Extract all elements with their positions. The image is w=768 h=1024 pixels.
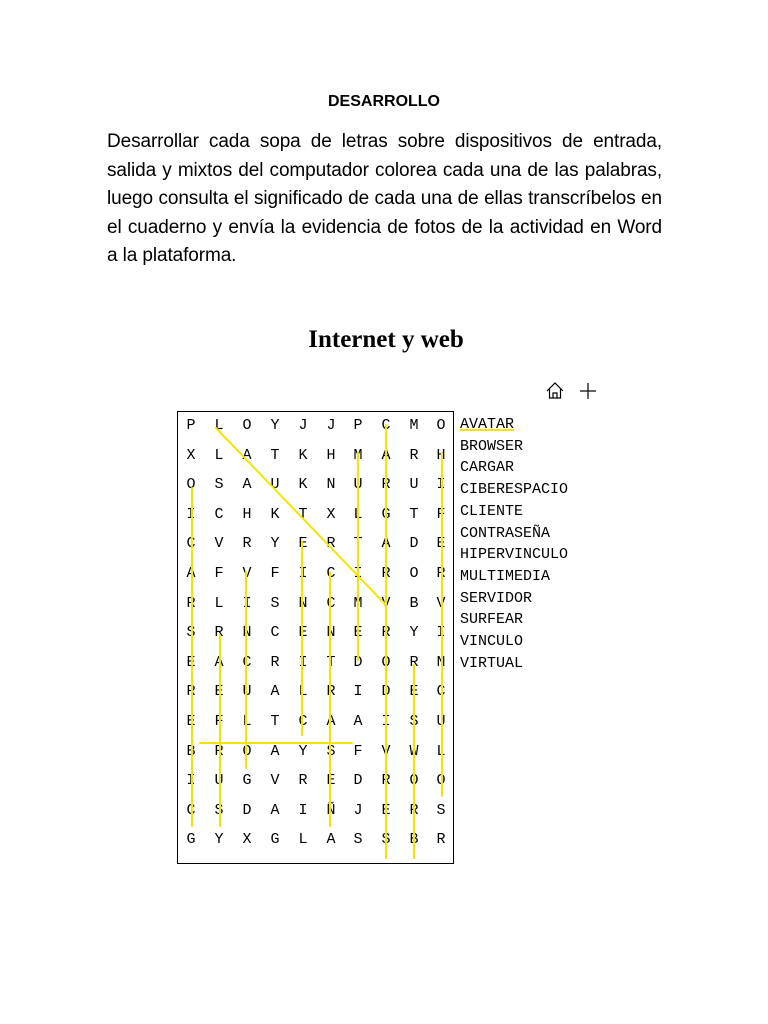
grid-cell: B: [409, 594, 419, 612]
grid-cell: I: [186, 772, 196, 790]
home-icon[interactable]: [547, 383, 563, 398]
grid-cell: R: [326, 535, 336, 553]
grid-cell: Y: [270, 417, 280, 434]
grid-cell: R: [409, 446, 419, 464]
grid-cell: F: [436, 505, 446, 523]
grid-cell: A: [381, 446, 391, 464]
grid-cell: E: [353, 624, 363, 642]
grid-cell: Y: [298, 742, 308, 760]
grid-cell: C: [381, 417, 391, 434]
grid-cell: U: [270, 476, 280, 494]
grid-cell: R: [381, 476, 391, 494]
grid-cell: Y: [270, 535, 280, 553]
grid-cell: N: [326, 476, 336, 494]
grid-cell: C: [270, 624, 280, 642]
grid-cell: V: [381, 742, 391, 760]
grid-cell: L: [242, 713, 252, 730]
grid-cell: V: [214, 535, 224, 553]
grid-cell: C: [326, 565, 336, 582]
grid-cell: A: [326, 831, 336, 849]
grid-cell: E: [298, 624, 308, 642]
grid-cell: J: [353, 801, 363, 819]
grid-cell: G: [186, 831, 196, 849]
grid-cell: R: [270, 653, 280, 671]
word-list-item: VIRTUAL: [460, 654, 524, 672]
grid-cell: A: [326, 713, 336, 730]
grid-cell: A: [270, 742, 280, 760]
grid-cell: A: [186, 565, 196, 582]
grid-cell: C: [326, 594, 336, 612]
instructions-text: Desarrollar cada sopa de letras sobre dispositivos de entrada, salida y mixtos del computador colorea cada una de las palabras, luego consulta el significado de cada una de ellas transcríbelos en el cuaderno y envía la evidencia de fotos de la actividad en Word a la plataforma.: [107, 131, 662, 266]
grid-cell: D: [409, 535, 419, 553]
grid-cell: V: [381, 594, 391, 612]
grid-cell: E: [436, 535, 446, 553]
grid-cell: S: [409, 713, 419, 730]
grid-cell: R: [409, 653, 419, 671]
toolbar: [545, 378, 605, 404]
grid-cell: R: [186, 683, 196, 701]
grid-cell: E: [186, 713, 196, 730]
grid-cell: G: [381, 505, 391, 523]
grid-cell: M: [353, 594, 363, 612]
grid-cell: J: [326, 417, 336, 434]
grid-cell: F: [214, 565, 224, 582]
grid-cell: P: [186, 417, 196, 434]
grid-cell: D: [353, 772, 363, 790]
grid-cell: L: [214, 446, 224, 464]
grid-cell: V: [436, 594, 446, 612]
grid-cell: N: [326, 624, 336, 642]
word-list-item: CONTRASEÑA: [460, 524, 551, 542]
grid-cell: O: [409, 565, 419, 582]
grid-cell: M: [409, 417, 419, 434]
grid-cell: X: [242, 831, 252, 849]
grid-cell: X: [186, 446, 196, 464]
word-list-item: VINCULO: [460, 633, 524, 651]
grid-cell: I: [298, 801, 308, 819]
grid-cell: O: [242, 742, 252, 760]
grid-cell: S: [436, 801, 446, 819]
grid-cell: I: [436, 476, 446, 494]
plus-icon[interactable]: [580, 383, 596, 399]
instructions-paragraph: [107, 128, 662, 271]
grid-cell: S: [353, 831, 363, 849]
grid-cell: T: [270, 713, 280, 730]
grid-cell: K: [298, 446, 308, 464]
grid-cell: S: [326, 742, 336, 760]
grid-cell: N: [436, 653, 446, 671]
grid-cell: K: [270, 505, 280, 523]
grid-cell: O: [242, 417, 252, 434]
grid-cell: R: [381, 624, 391, 642]
grid-cell: T: [298, 505, 308, 523]
grid-cell: R: [381, 565, 391, 582]
grid-cell: I: [298, 565, 308, 582]
grid-cell: W: [409, 742, 419, 760]
grid-cell: S: [270, 594, 280, 612]
grid-cell: N: [298, 594, 308, 612]
grid-cell: E: [298, 535, 308, 553]
puzzle-title: Internet y web: [308, 326, 464, 353]
grid-cell: F: [214, 713, 224, 730]
grid-cell: U: [409, 476, 419, 494]
grid-cell: L: [298, 683, 308, 701]
word-list-item: CARGAR: [460, 459, 515, 477]
grid-cell: R: [214, 742, 224, 760]
grid-cell: E: [409, 683, 419, 701]
grid-cell: X: [326, 505, 336, 523]
grid-cell: O: [436, 772, 446, 790]
word-list-item: BROWSER: [460, 437, 524, 455]
grid-cell: M: [353, 446, 363, 464]
grid-cell: D: [353, 653, 363, 671]
grid-cell: A: [214, 653, 224, 671]
grid-cell: R: [214, 624, 224, 642]
word-search-grid: [177, 411, 454, 864]
section-heading: DESARROLLO: [328, 93, 440, 110]
word-list-item: AVATAR: [460, 416, 515, 433]
grid-cell: D: [242, 801, 252, 819]
grid-cell: H: [326, 446, 336, 464]
grid-cell: A: [270, 683, 280, 701]
grid-cell: R: [242, 535, 252, 553]
grid-cell: I: [381, 713, 391, 730]
word-list-item: SERVIDOR: [460, 589, 533, 607]
grid-cell: A: [381, 535, 391, 553]
grid-cell: L: [214, 594, 224, 612]
grid-cell: E: [381, 801, 391, 819]
grid-cell: I: [186, 505, 196, 523]
grid-cell: R: [298, 772, 308, 790]
grid-cell: R: [186, 594, 196, 612]
grid-cell: A: [270, 801, 280, 819]
grid-cell: E: [186, 653, 196, 671]
word-list-item: SURFEAR: [460, 611, 524, 629]
grid-cell: I: [353, 683, 363, 701]
grid-cell: S: [186, 624, 196, 642]
grid-cell: R: [409, 801, 419, 819]
grid-cell: F: [270, 565, 280, 582]
grid-cell: A: [242, 476, 252, 494]
grid-cell: T: [270, 446, 280, 464]
grid-cell: R: [436, 831, 446, 849]
grid-cell: Y: [409, 624, 419, 642]
grid-cell: I: [242, 594, 252, 612]
grid-cell: T: [353, 535, 363, 553]
grid-cell: S: [381, 831, 391, 849]
grid-cell: C: [186, 801, 196, 819]
word-list-item: CLIENTE: [460, 502, 524, 520]
grid-cell: C: [298, 713, 308, 730]
grid-cell: Ñ: [326, 801, 336, 819]
grid-cell: A: [353, 713, 363, 730]
grid-cell: O: [436, 417, 446, 434]
grid-cell: G: [270, 831, 280, 849]
grid-cell: I: [353, 565, 363, 582]
word-list-item: HIPERVINCULO: [460, 546, 569, 564]
grid-cell: I: [298, 653, 308, 671]
grid-cell: J: [298, 417, 308, 434]
grid-cell: U: [353, 476, 363, 494]
grid-cell: T: [409, 505, 419, 523]
grid-cell: O: [409, 772, 419, 790]
grid-cell: B: [409, 831, 419, 849]
grid-cell: P: [353, 417, 363, 434]
grid-cell: E: [326, 772, 336, 790]
grid-cell: K: [298, 476, 308, 494]
grid-cell: S: [214, 801, 224, 819]
grid-cell: O: [186, 476, 196, 494]
grid-cell: D: [381, 683, 391, 701]
grid-cell: N: [242, 624, 252, 642]
word-list: [460, 414, 568, 674]
grid-cell: H: [242, 505, 252, 523]
grid-cell: L: [353, 505, 363, 523]
grid-cell: L: [436, 742, 446, 760]
grid-cell: S: [214, 476, 224, 494]
grid-cell: V: [270, 772, 280, 790]
grid-cell: U: [436, 713, 446, 730]
grid-cell: L: [298, 831, 308, 849]
grid-cell: U: [242, 683, 252, 701]
grid-cell: U: [214, 772, 224, 790]
grid-cell: O: [381, 653, 391, 671]
grid-cell: H: [436, 446, 446, 464]
grid-cell: C: [214, 505, 224, 523]
grid-cell: V: [242, 565, 252, 582]
grid-cell: T: [326, 653, 336, 671]
grid-cell: C: [242, 653, 252, 671]
grid-cell: C: [436, 683, 446, 701]
word-list-item: CIBERESPACIO: [460, 481, 569, 499]
grid-cell: F: [353, 742, 363, 760]
word-list-item: MULTIMEDIA: [460, 567, 551, 585]
grid-cell: C: [186, 535, 196, 553]
grid-cell: Y: [214, 831, 224, 849]
grid-cell: B: [186, 742, 196, 760]
grid-cell: R: [381, 772, 391, 790]
grid-cell: R: [326, 683, 336, 701]
grid-cell: A: [242, 446, 252, 464]
grid-cell: G: [242, 772, 252, 790]
grid-cell: I: [436, 624, 446, 642]
grid-cell: L: [214, 417, 224, 434]
grid-cell: E: [214, 683, 224, 701]
grid-cell: R: [436, 565, 446, 582]
